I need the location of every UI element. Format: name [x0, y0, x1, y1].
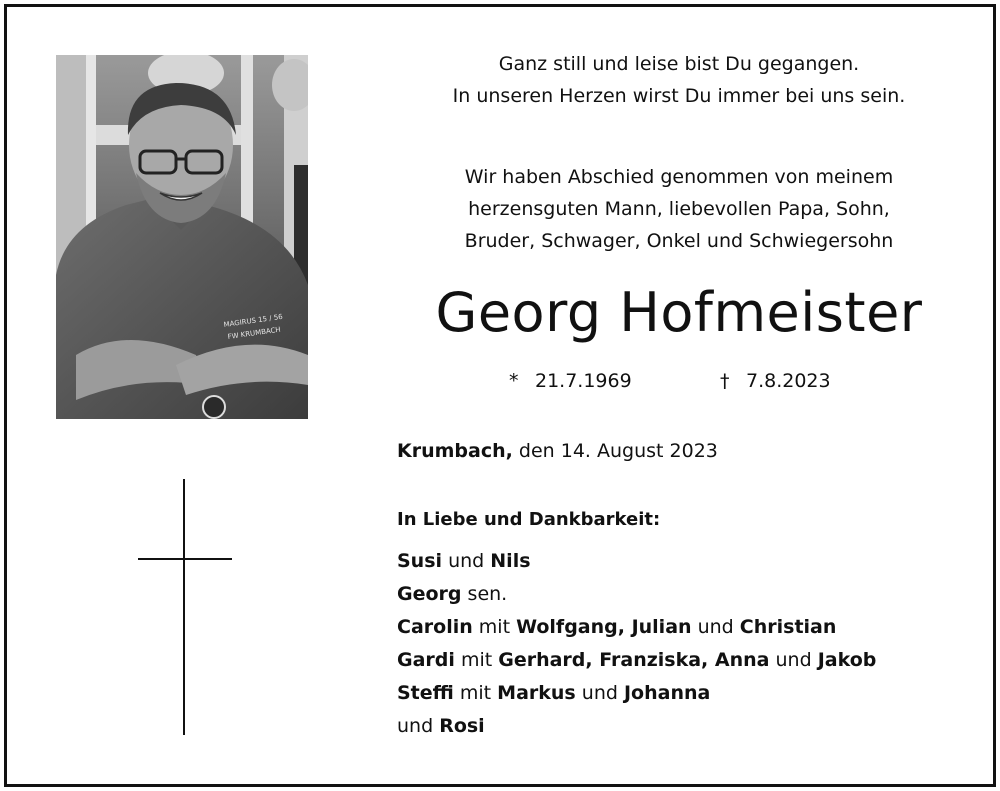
birth-date-value: 21.7.1969 — [535, 370, 632, 392]
mourner-connector: und — [397, 715, 440, 737]
portrait-photo — [56, 55, 308, 419]
announcement-line: Bruder, Schwager, Onkel und Schwiegersohn — [464, 230, 894, 252]
mourner-connector: und — [442, 550, 491, 572]
place-name: Krumbach, — [397, 440, 513, 462]
mourners-heading: In Liebe und Dankbarkeit: — [397, 509, 661, 530]
mourner-row — [397, 545, 876, 578]
mourner-connector: mit — [454, 649, 499, 671]
mourner-name: Johanna — [623, 682, 711, 704]
mourner-row — [397, 710, 876, 743]
mourner-name: Steffi — [397, 682, 454, 704]
mourner-name: Markus — [497, 682, 576, 704]
mourner-connector: und — [575, 682, 624, 704]
mourner-name: Gardi — [397, 649, 455, 671]
mourner-name: Georg — [397, 583, 462, 605]
mourner-connector: und — [769, 649, 818, 671]
verse-line: In unseren Herzen wirst Du immer bei uns sein. — [452, 85, 906, 107]
mourner-connector: mit — [472, 616, 517, 638]
death-date — [720, 367, 831, 395]
portrait-image — [56, 55, 308, 419]
announcement-line: herzensguten Mann, liebevollen Papa, Sohn, — [468, 198, 890, 220]
birth-date — [509, 367, 632, 395]
mourner-name: Jakob — [817, 649, 877, 671]
shirt-text-line1: MAGIRUS 15 / 56 — [223, 312, 284, 329]
mourner-name: Susi — [397, 550, 443, 572]
mourner-name: Carolin — [397, 616, 473, 638]
announcement-text — [394, 161, 964, 257]
verse — [394, 48, 964, 112]
notice-date: den 14. August 2023 — [518, 440, 718, 462]
shirt-text-line2: FW KRUMBACH — [227, 325, 282, 341]
deceased-name: Georg Hofmeister — [435, 281, 923, 344]
birth-symbol: * — [509, 370, 519, 392]
mourner-row — [397, 644, 876, 677]
mourner-name: Wolfgang, Julian — [516, 616, 692, 638]
cross-icon — [138, 479, 232, 735]
mourner-row — [397, 578, 876, 611]
mourner-name: Gerhard, Franziska, Anna — [498, 649, 770, 671]
mourner-name: Nils — [490, 550, 531, 572]
mourners-list — [397, 545, 876, 743]
death-date-value: 7.8.2023 — [746, 370, 831, 392]
mourner-name: Rosi — [439, 715, 485, 737]
mourner-name: Christian — [739, 616, 837, 638]
place-date — [397, 437, 718, 465]
mourner-connector: und — [691, 616, 740, 638]
announcement-line: Wir haben Abschied genommen von meinem — [464, 166, 894, 188]
verse-line: Ganz still und leise bist Du gegangen. — [498, 53, 860, 75]
death-symbol: † — [720, 370, 730, 392]
mourner-connector: sen. — [461, 583, 508, 605]
mourner-connector: mit — [453, 682, 498, 704]
mourner-row — [397, 611, 876, 644]
mourner-row — [397, 677, 876, 710]
